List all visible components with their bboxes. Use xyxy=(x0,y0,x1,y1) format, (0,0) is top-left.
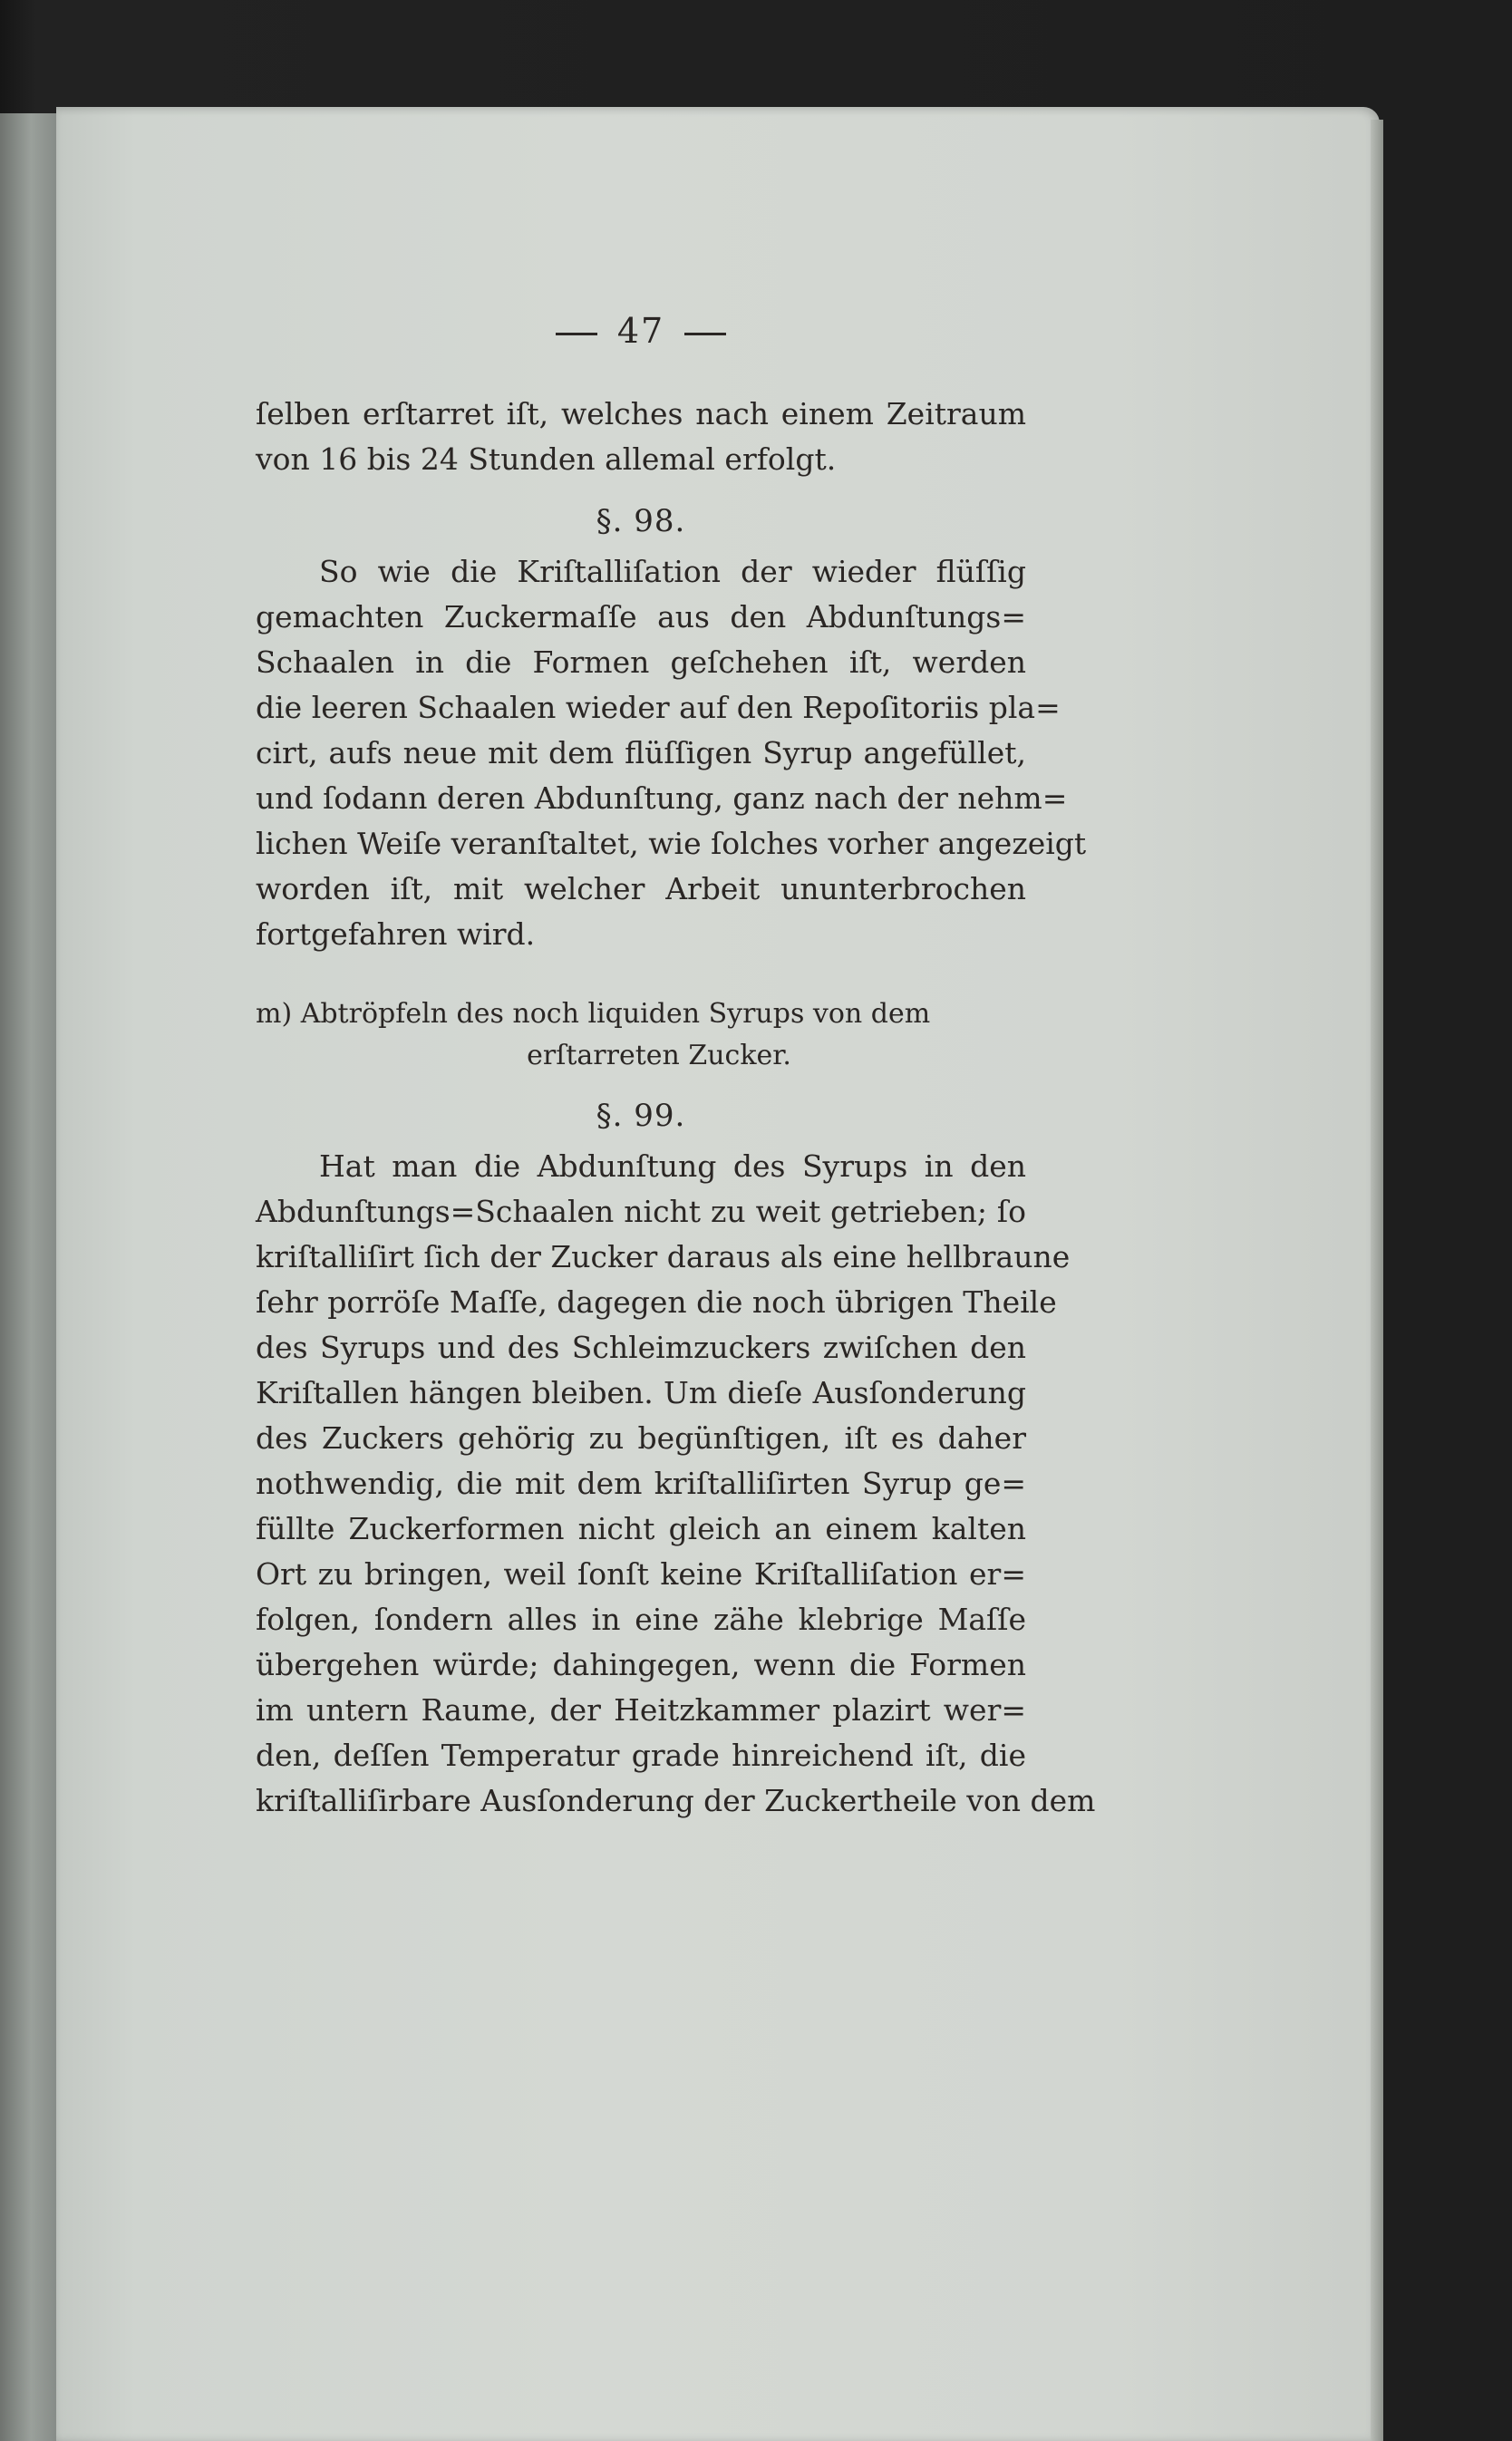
text-line: Ort zu bringen, weil ſonſt keine Kriſtalliſation er= xyxy=(256,1556,1026,1592)
text-line: gemachten Zuckermaſſe aus den Abdunſtungs= xyxy=(256,599,1026,634)
text-line: übergehen würde; dahingegen, wenn die Formen xyxy=(256,1647,1026,1682)
text-line: kriſtalliſirbare Ausſonderung der Zuckertheile von dem xyxy=(256,1783,1096,1818)
text-line: folgen, ſondern alles in eine zähe klebrige Maſſe xyxy=(256,1602,1026,1637)
text-line: Abdunſtungs=Schaalen nicht zu weit getrieben; ſo xyxy=(256,1194,1026,1229)
page-header xyxy=(256,308,1026,354)
text-line: des Syrups und des Schleimzuckers zwiſchen den xyxy=(256,1330,1026,1365)
text-line: worden iſt, mit welcher Arbeit ununterbrochen xyxy=(256,871,1026,906)
text-line: fortgefahren wird. xyxy=(256,916,536,952)
text-line: Kriſtallen hängen bleiben. Um dieſe Ausſonderung xyxy=(256,1375,1026,1410)
text-line: Schaalen in die Formen geſchehen iſt, werden xyxy=(256,644,1026,680)
page-edge-shadow xyxy=(1371,120,1383,2441)
text-line: von 16 bis 24 Stunden allemal erfolgt. xyxy=(256,441,837,477)
text-line: füllte Zuckerformen nicht gleich an einem kalten xyxy=(256,1511,1026,1546)
previous-page-edge xyxy=(0,113,56,2441)
text-line: kriſtalliſirt ſich der Zucker daraus als eine hellbraune xyxy=(256,1239,1071,1274)
subheading-line: erſtarreten Zucker. xyxy=(527,1040,791,1071)
paragraph-continued xyxy=(256,392,1026,482)
text-line: und ſodann deren Abdunſtung, ganz nach der nehm= xyxy=(256,780,1068,816)
text-line: des Zuckers gehörig zu begünſtigen, iſt es daher xyxy=(256,1420,1026,1456)
text-line: Hat man die Abdunſtung des Syrups in den xyxy=(319,1148,1026,1184)
section-heading-99: §. 99. xyxy=(596,1098,686,1134)
text-line: den, deſſen Temperatur grade hinreichend iſt, die xyxy=(256,1738,1026,1773)
text-line: im untern Raume, der Heitzkammer plazirt wer= xyxy=(256,1692,1026,1728)
section-heading-98: §. 98. xyxy=(596,503,686,539)
subheading-m xyxy=(256,993,1026,1077)
text-line: lichen Weiſe veranſtaltet, wie ſolches vorher angezeigt xyxy=(256,826,1087,861)
text-line: cirt, aufs neue mit dem flüſſigen Syrup angefüllet, xyxy=(256,735,1026,770)
text-line: ſehr porröſe Maſſe, dagegen die noch übrigen Theile xyxy=(256,1284,1057,1320)
text-line: ſelben erſtarret iſt, welches nach einem Zeitraum xyxy=(256,396,1026,431)
subheading-line: m) Abtröpfeln des noch liquiden Syrups von dem xyxy=(256,998,931,1030)
paragraph-99 xyxy=(256,1144,1096,1824)
text-line: So wie die Kriſtalliſation der wieder flüſſig xyxy=(319,554,1026,589)
page-text xyxy=(256,308,1096,1824)
paragraph-98 xyxy=(256,549,1087,957)
text-line: die leeren Schaalen wieder auf den Repoſitoriis pla= xyxy=(256,690,1061,725)
header-dash-left xyxy=(556,333,597,335)
page-number: 47 xyxy=(616,311,665,351)
header-dash-right xyxy=(684,333,726,335)
text-line: nothwendig, die mit dem kriſtalliſirten Syrup ge= xyxy=(256,1466,1026,1501)
